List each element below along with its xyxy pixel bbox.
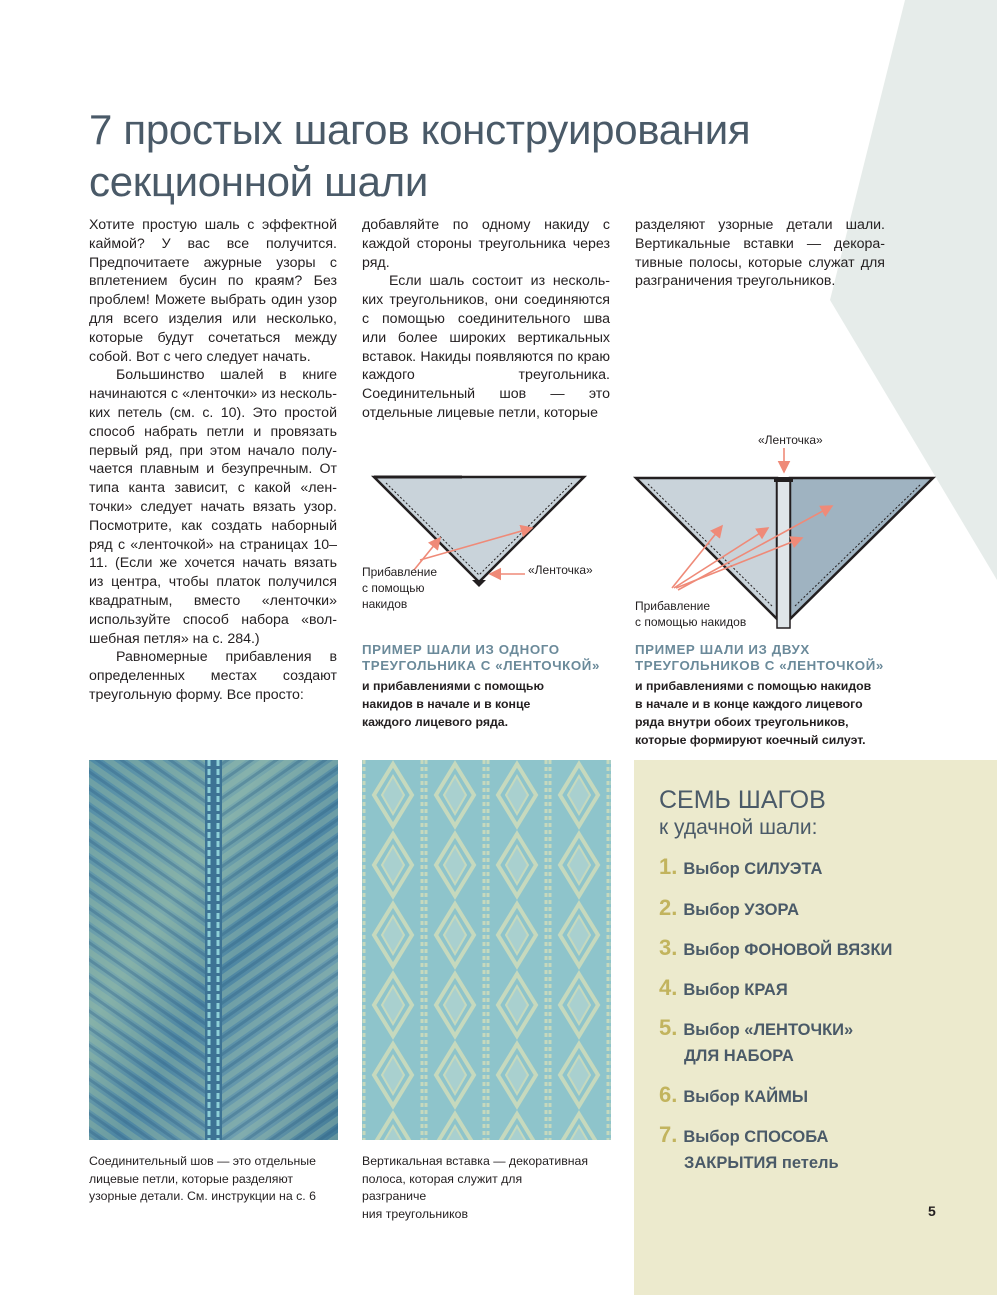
page-number: 5 bbox=[928, 1203, 936, 1219]
increase-label: Прибавление с помощью накидов bbox=[362, 565, 438, 611]
paragraph: Большинство шалей в книге начинаются с «ленточки» из нескольких петель (см. с. 10). Это простой способ набрать петли и провязать первый ряд, при этом начало получается плавным и безупречным. От типа канта зависит, с какой «ленточки» следует начать вязать узор. Посмотрите, как создать наборный ряд с «ленточкой» на страницах 10–11. (Если же хочется начать вязать из центра, чтобы платок получился квадратным, вместо «ленточки» используйте способ набора «волшебная петля» на с. 284.) bbox=[89, 367, 337, 647]
page-title bbox=[89, 104, 849, 208]
page-title-line2: секционной шали bbox=[89, 158, 429, 205]
photo1-caption: Соединительный шов — это отдельные лицевые петли, которые разделяют узорные детали. См. инструкции на с. 6 bbox=[89, 1154, 316, 1203]
paragraph: Если шаль состоит из нескольких треугольников, они соединяются с помощью соединительного шва или более широких вертикальных вставок. Накиды появляются по краю каждого треугольника. Соединительный шов — это отдельные лицевые петли, которые bbox=[362, 273, 610, 421]
tab-label: «Ленточка» bbox=[528, 563, 593, 577]
lace-insert-photo bbox=[362, 760, 611, 1140]
paragraph: добавляйте по одному накиду с каждой стороны треугольника через ряд. bbox=[362, 217, 610, 271]
seven-steps-panel bbox=[634, 760, 997, 1295]
diagram1-caption-body: и прибавлениями с помощью накидов в начале и в конце каждого лицевого ряда. bbox=[362, 679, 544, 729]
paragraph: Хотите простую шаль с эффектной каймой? У вас все получится. Предпочитаете ажурные узоры с вплетением бусин по краям? Без проблем! Можете выбрать один узор для всего изделия или несколько, которые будут сочетаться между собой. Вот с чего следует начать. bbox=[89, 217, 337, 365]
step-item: 1. Выбор СИЛУЭТА bbox=[659, 854, 823, 879]
text-column-3 bbox=[635, 216, 885, 291]
text-column-1 bbox=[89, 216, 337, 705]
knit-seam-photo bbox=[89, 760, 338, 1140]
tab-label: «Ленточка» bbox=[758, 433, 823, 447]
knit-seam-illustration bbox=[89, 760, 338, 1140]
panel-subtitle: к удачной шали: bbox=[659, 816, 818, 839]
increase-label: Прибавление с помощью накидов bbox=[635, 599, 747, 629]
step-item: 7. Выбор СПОСОБА ЗАКРЫТИЯ петель bbox=[659, 1122, 839, 1172]
photo2-caption: Вертикальная вставка — декоративная полоса, которая служит для разграниче ния треугольников bbox=[362, 1154, 589, 1221]
step-item: 4. Выбор КРАЯ bbox=[659, 975, 788, 1000]
diagram2-caption-title: ПРИМЕР ШАЛИ ИЗ ДВУХ ТРЕУГОЛЬНИКОВ С «ЛЕНТОЧКОЙ» bbox=[635, 642, 884, 673]
panel-title: СЕМЬ ШАГОВ bbox=[659, 786, 826, 814]
paragraph: Равномерные прибавления в определенных местах создают треугольную форму. Все просто: bbox=[89, 649, 337, 703]
right-triangle-shape bbox=[790, 478, 933, 619]
step-item: 3. Выбор ФОНОВОЙ ВЯЗКИ bbox=[659, 935, 893, 960]
vertical-insert bbox=[777, 478, 790, 628]
step-item: 5. Выбор «ЛЕНТОЧКИ» ДЛЯ НАБОРА bbox=[659, 1015, 854, 1065]
lace-pattern-illustration bbox=[362, 760, 611, 1140]
step-item: 2. Выбор УЗОРА bbox=[659, 895, 799, 920]
diagram1-caption-title: ПРИМЕР ШАЛИ ИЗ ОДНОГО ТРЕУГОЛЬНИКА С «ЛЕНТОЧКОЙ» bbox=[362, 642, 600, 673]
tab-block bbox=[774, 477, 793, 482]
paragraph: разделяют узорные детали шали. Вертикальные вставки — декоративные полосы, которые служат для разграничения треугольников. bbox=[635, 217, 885, 290]
diagram2-caption-body: и прибавлениями с помощью накидов в начале и в конце каждого лицевого ряда внутри обоих треугольников, которые формируют коечный силуэт. bbox=[635, 679, 872, 747]
step-item: 6. Выбор КАЙМЫ bbox=[659, 1082, 809, 1107]
page-title-line1: 7 простых шагов конструирования bbox=[89, 106, 751, 153]
tab-marker bbox=[472, 580, 486, 587]
text-column-2 bbox=[362, 216, 610, 423]
